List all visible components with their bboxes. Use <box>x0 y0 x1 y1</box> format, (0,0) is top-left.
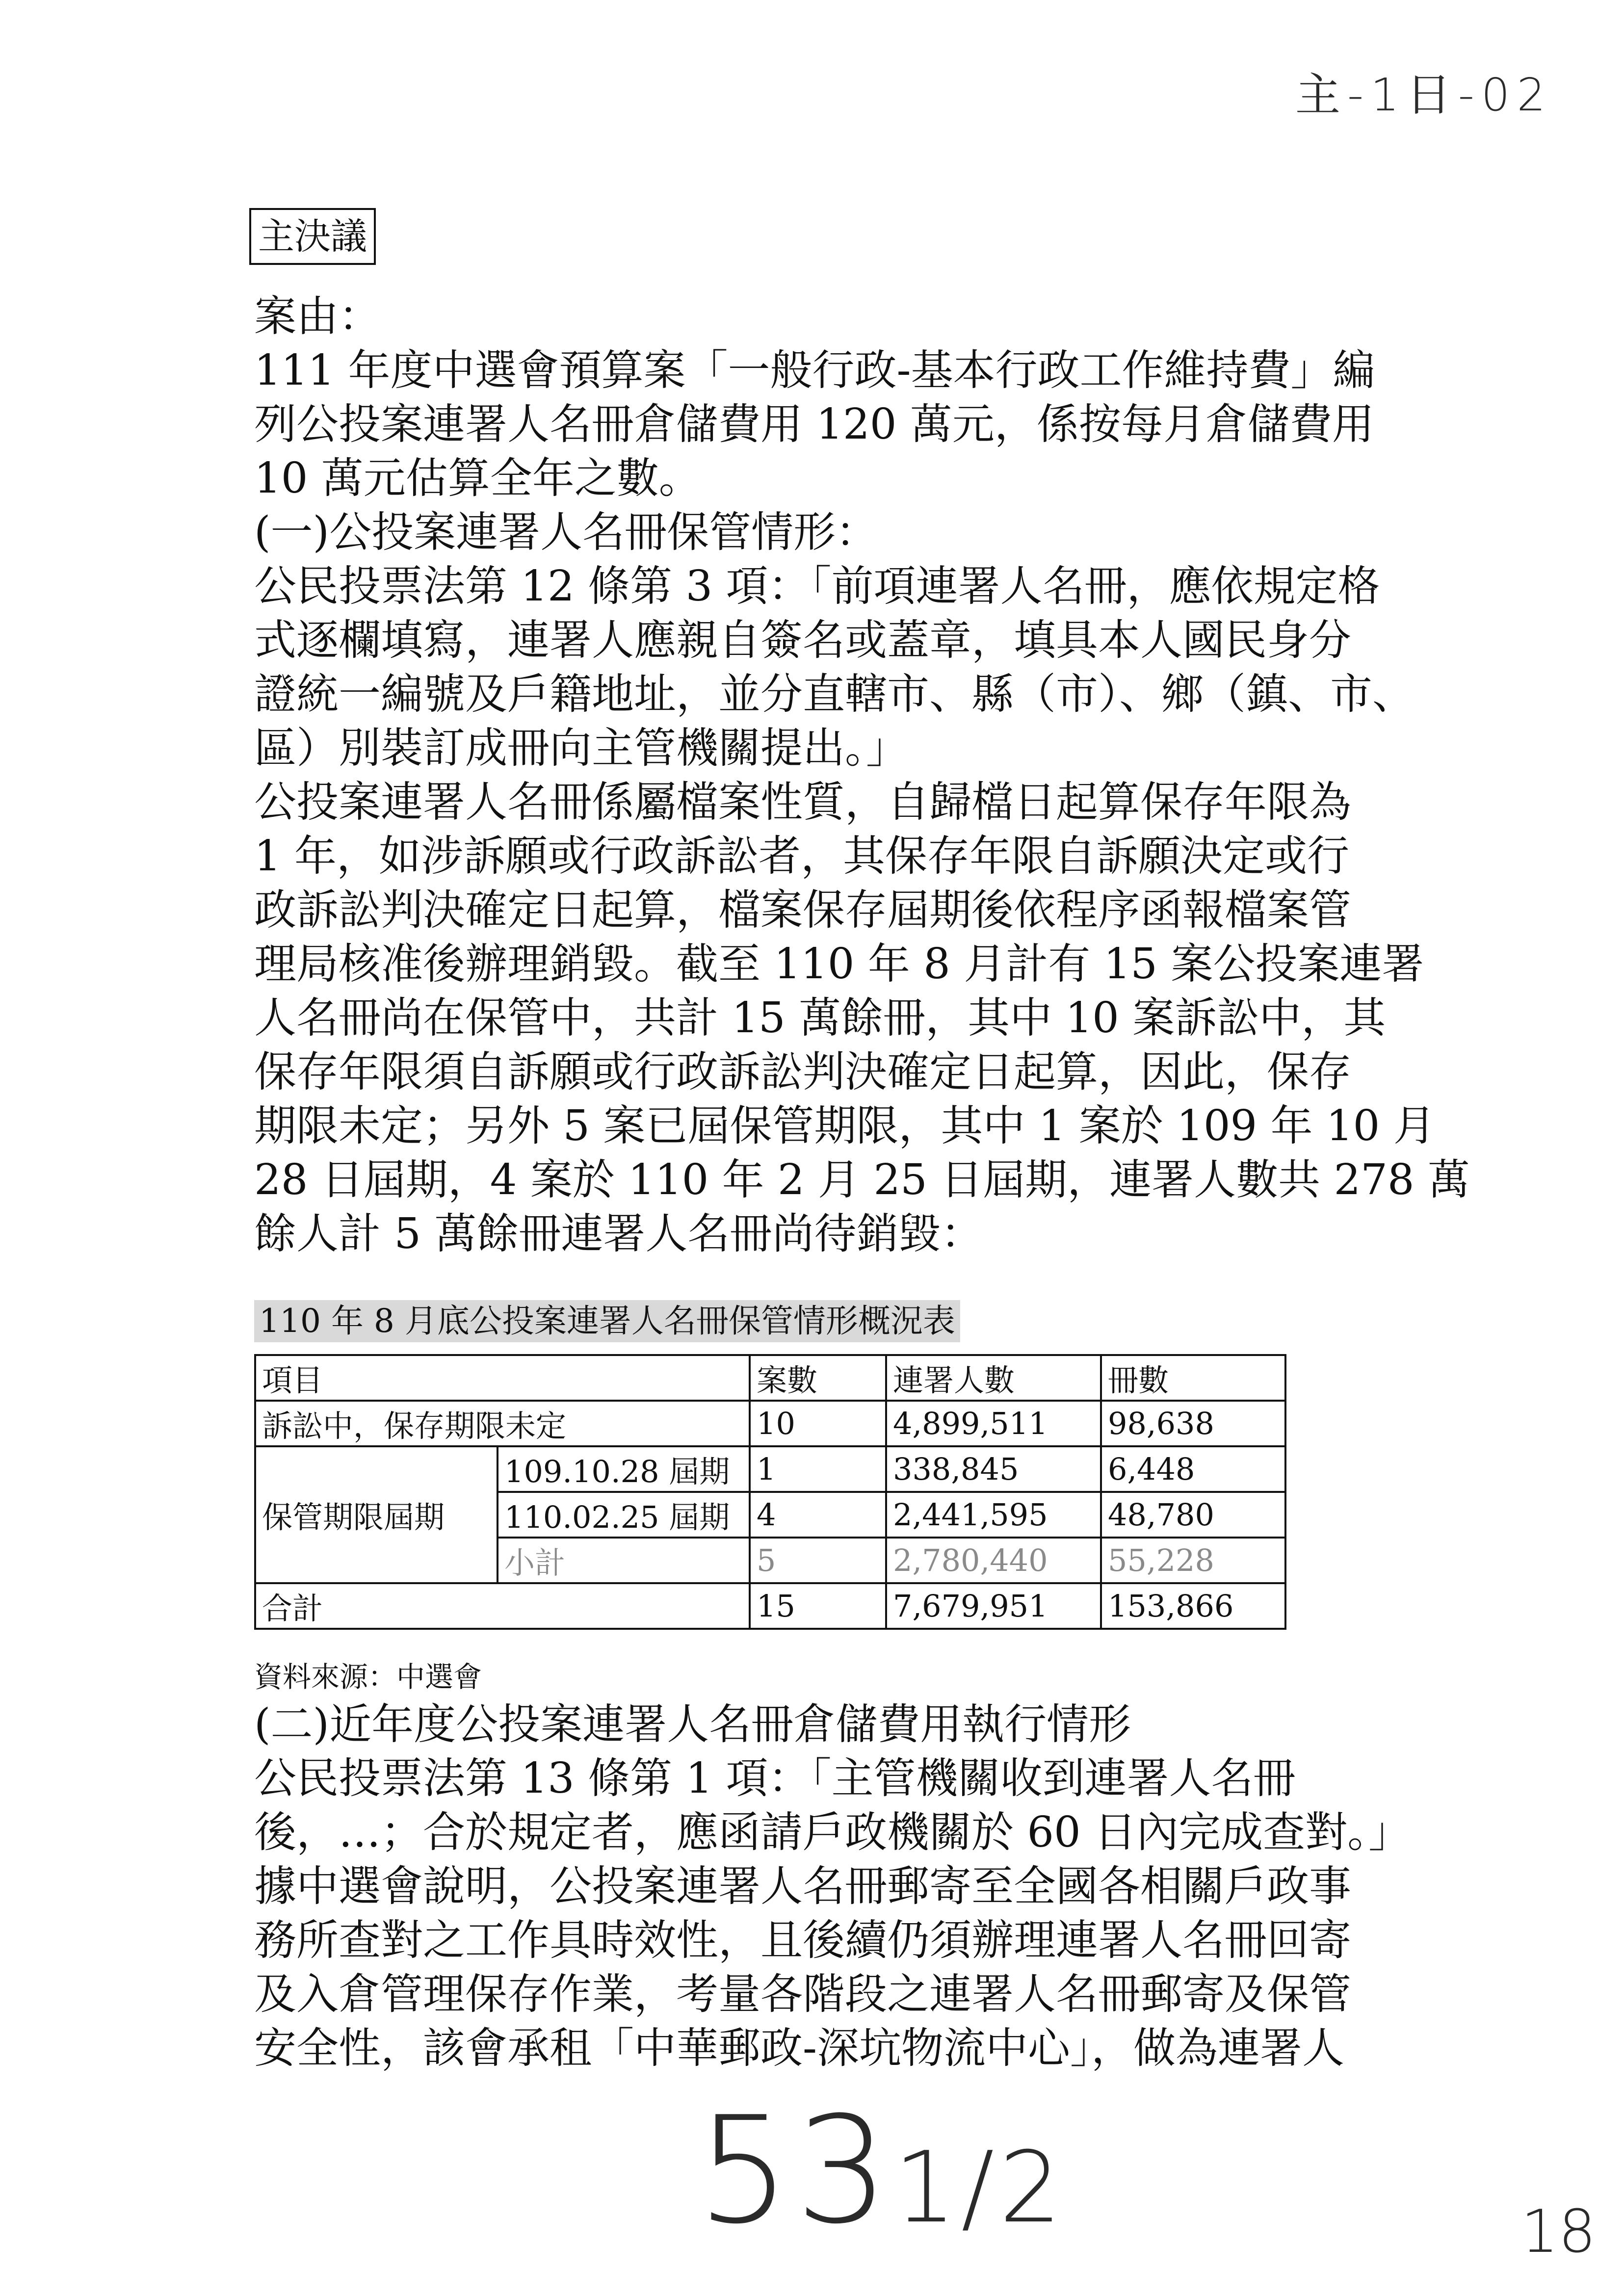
header-signers: 連署人數 <box>886 1355 1101 1401</box>
corner-number: 18 <box>1521 2198 1596 2266</box>
cell-books: 55,228 <box>1101 1538 1285 1583</box>
row-label: 訴訟中，保存期限未定 <box>255 1401 750 1446</box>
custody-status-table <box>254 1354 1286 1630</box>
cell-signers: 338,845 <box>886 1446 1101 1492</box>
table-row <box>255 1401 1285 1446</box>
group-label: 保管期限屆期 <box>255 1446 498 1583</box>
body-line: 案由： <box>254 292 381 341</box>
body-line: 111 年度中選會預算案「一般行政-基本行政工作維持費」編 <box>254 346 1375 395</box>
header-books: 冊數 <box>1101 1355 1285 1401</box>
cell-signers: 2,780,440 <box>886 1538 1101 1583</box>
body-line: 人名冊尚在保管中，共計 15 萬餘冊，其中 10 案訴訟中，其 <box>254 993 1386 1043</box>
cell-books: 6,448 <box>1101 1446 1285 1492</box>
body-line: 安全性，該會承租「中華郵政-深坑物流中心」，做為連署人 <box>254 2024 1345 2073</box>
cell-cases: 15 <box>750 1583 886 1629</box>
body-line: 據中選會說明，公投案連署人名冊郵寄至全國各相關戶政事 <box>254 1862 1351 1911</box>
cell-cases: 4 <box>750 1492 886 1538</box>
body-line: 公民投票法第 12 條第 3 項：「前項連署人名冊，應依規定格 <box>254 562 1380 611</box>
body-line: 政訴訟判決確定日起算，檔案保存屆期後依程序函報檔案管 <box>254 886 1351 935</box>
page-number-main: 53 <box>697 2085 894 2256</box>
total-row <box>255 1583 1285 1629</box>
cell-books: 98,638 <box>1101 1401 1285 1446</box>
section-heading: (二)近年度公投案連署人名冊倉儲費用執行情形 <box>254 1700 1131 1749</box>
cell-signers: 4,899,511 <box>886 1401 1101 1446</box>
cell-signers: 2,441,595 <box>886 1492 1101 1538</box>
cell-cases: 10 <box>750 1401 886 1446</box>
table-header-row <box>255 1355 1285 1401</box>
row-label: 109.10.28 屆期 <box>498 1446 750 1492</box>
body-line: 28 日屆期，4 案於 110 年 2 月 25 日屆期，連署人數共 278 萬 <box>254 1155 1470 1204</box>
cell-books: 153,866 <box>1101 1583 1285 1629</box>
resolution-label: 主決議 <box>249 208 376 265</box>
body-line: 務所查對之工作具時效性，且後續仍須辦理連署人名冊回寄 <box>254 1916 1351 1965</box>
row-label: 110.02.25 屆期 <box>498 1492 750 1538</box>
cell-cases: 5 <box>750 1538 886 1583</box>
table-source: 資料來源：中選會 <box>254 1660 482 1694</box>
body-line: 期限未定；另外 5 案已屆保管期限，其中 1 案於 109 年 10 月 <box>254 1101 1436 1150</box>
handwritten-page-number <box>697 2085 1067 2256</box>
row-label: 小計 <box>498 1538 750 1583</box>
table-title: 110 年 8 月底公投案連署人名冊保管情形概況表 <box>254 1300 960 1342</box>
body-line: 1 年，如涉訴願或行政訴訟者，其保存年限自訴願決定或行 <box>254 832 1350 881</box>
section-heading: (一)公投案連署人名冊保管情形： <box>254 508 878 557</box>
handwritten-corner-mark <box>1521 2198 1596 2266</box>
body-line: 公投案連署人名冊係屬檔案性質，自歸檔日起算保存年限為 <box>254 778 1351 827</box>
header-cases: 案數 <box>750 1355 886 1401</box>
body-line: 理局核准後辦理銷毀。截至 110 年 8 月計有 15 案公投案連署 <box>254 939 1424 989</box>
body-line: 10 萬元估算全年之數。 <box>254 454 701 503</box>
body-line: 列公投案連署人名冊倉儲費用 120 萬元，係按每月倉儲費用 <box>254 400 1374 449</box>
page-number-fraction: 1/2 <box>893 2131 1067 2245</box>
body-line: 式逐欄填寫，連署人應親自簽名或蓋章，填具本人國民身分 <box>254 616 1351 665</box>
body-line: 後，…；合於規定者，應函請戶政機關於 60 日內完成查對。」 <box>254 1808 1411 1857</box>
cell-signers: 7,679,951 <box>886 1583 1101 1629</box>
cell-cases: 1 <box>750 1446 886 1492</box>
table-row <box>255 1446 1285 1492</box>
body-line: 公民投票法第 13 條第 1 項：「主管機關收到連署人名冊 <box>254 1754 1296 1803</box>
handwritten-reference-number: 主-1日-02 <box>1295 69 1552 121</box>
body-line: 保存年限須自訴願或行政訴訟判決確定日起算，因此，保存 <box>254 1047 1351 1096</box>
cell-books: 48,780 <box>1101 1492 1285 1538</box>
body-line: 及入倉管理保存作業，考量各階段之連署人名冊郵寄及保管 <box>254 1970 1351 2019</box>
row-label: 合計 <box>255 1583 750 1629</box>
body-line: 區）別裝訂成冊向主管機關提出。」 <box>254 724 908 773</box>
body-line: 證統一編號及戶籍地址，並分直轄市、縣（市）、鄉（鎮、市、 <box>254 670 1414 719</box>
header-item: 項目 <box>255 1355 750 1401</box>
body-line: 餘人計 5 萬餘冊連署人名冊尚待銷毀： <box>254 1209 983 1258</box>
